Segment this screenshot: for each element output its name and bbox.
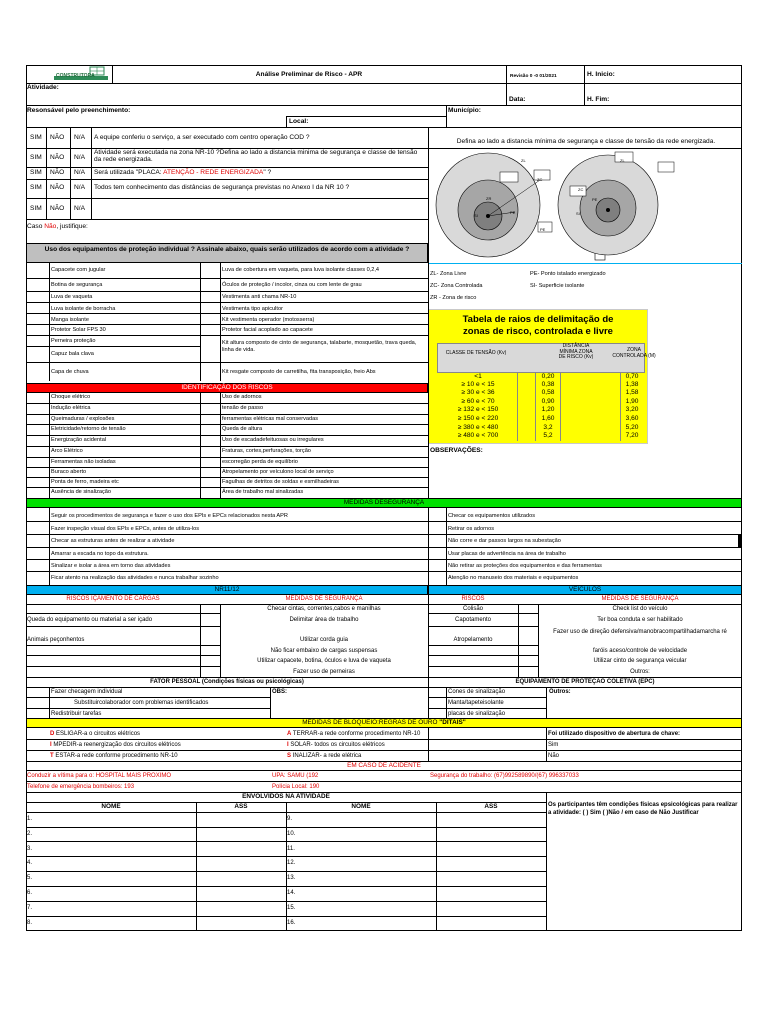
veiculo-medida[interactable]: Utilizar cinto de segurança veicular xyxy=(593,658,687,664)
risco-item[interactable]: tensão de passo xyxy=(222,405,264,411)
participant-number[interactable]: 8. xyxy=(27,920,33,926)
checklist-question: Atividade será executada na zona NR-10 ?Defina ao lado a distancia minima de segurança e classe de tensão da rede energizada. xyxy=(94,149,418,163)
epi-item[interactable]: Capa de chuva xyxy=(51,369,89,375)
medida-item[interactable]: Checar as estruturas antes de realizar a atividade xyxy=(51,538,175,544)
risco-item[interactable]: Queda de altura xyxy=(222,426,263,432)
diagram-label: ZR xyxy=(486,196,492,201)
page-title: Análise Preliminar de Risco - APR xyxy=(255,71,363,78)
sim-option[interactable]: SIM xyxy=(30,134,42,141)
epi-item[interactable]: Luva isolante de borracha xyxy=(51,306,116,312)
nr11-medida[interactable]: Delimitar área de trabalho xyxy=(289,617,359,623)
sim-option[interactable]: SIM xyxy=(30,154,42,161)
na-option[interactable]: N/A xyxy=(74,154,85,161)
nr11-risco[interactable]: Queda do equipamento ou material a ser içado xyxy=(27,617,153,623)
end-time-label[interactable]: H. Fim: xyxy=(587,96,610,103)
participant-number[interactable]: 5. xyxy=(27,875,33,881)
fator-item[interactable]: Redistribuir tarefas xyxy=(51,711,102,717)
start-time-label[interactable]: H. Inicio: xyxy=(587,71,615,78)
table-header: ZONA CONTROLADA (M) xyxy=(612,347,656,359)
risco-item[interactable]: Eletricidade/retorno de tensão xyxy=(51,426,126,432)
bloqueio-step[interactable]: I MPEDIR-a reenergização dos circuitos elétricos xyxy=(50,742,181,748)
risco-item[interactable]: escorregão perda de equilíbrio xyxy=(222,459,298,465)
diagram-label: PE xyxy=(592,197,598,202)
participant-number[interactable]: 9. xyxy=(287,816,293,822)
epi-item[interactable]: Botina de segurança xyxy=(51,282,103,288)
na-option[interactable]: N/A xyxy=(74,169,85,176)
nr11-header: NR11/12 xyxy=(26,585,428,595)
revision-label: Revisão 0 -0 01/2021 xyxy=(510,74,557,79)
diagram-label: PE xyxy=(510,210,516,215)
veiculo-risco[interactable]: Capotamento xyxy=(454,617,492,623)
veiculos-header: VEÍCULOS xyxy=(428,585,742,595)
medida-item[interactable]: Não retirar as proteções dos equipamentos e das ferramentas xyxy=(448,563,602,569)
warning-text: ATENÇÃO - REDE ENERGIZADA xyxy=(163,169,264,176)
medida-item[interactable]: Não corre e dar passos largos na subestação xyxy=(448,538,561,544)
upa-samu: UPA: SAMU (192 xyxy=(272,773,319,779)
conduzir-vitima: Conduzir a vítima para o: HOSPITAL MAIS PROXIMO xyxy=(27,773,172,779)
diagram-label: PE xyxy=(540,227,546,232)
risco-item[interactable]: Queimaduras / explosões xyxy=(51,416,115,422)
participant-number[interactable]: 16. xyxy=(287,920,296,926)
bombeiros-phone: Telefone de emergência bombeiros: 193 xyxy=(27,784,135,790)
epc-item[interactable]: placas de sinalização xyxy=(448,711,506,717)
na-option[interactable]: N/A xyxy=(74,205,85,212)
diagram-label: SI xyxy=(576,211,580,216)
nao-option[interactable]: NÃO xyxy=(50,154,65,161)
legend-zl: ZL- Zona Livre xyxy=(430,271,467,277)
diagram-label: SI xyxy=(474,213,478,218)
legend-si: SI- Superficie isolante xyxy=(530,283,585,289)
medida-item[interactable]: Usar placas de advertência na área de trabalho xyxy=(448,551,566,557)
chave-question: Foi utilizado dispositivo de abertura de chave: xyxy=(548,731,681,737)
medida-item[interactable]: Amarrar a escada no topo da estrutura. xyxy=(51,551,149,557)
acidente-header: EM CASO DE ACIDENTE xyxy=(26,761,742,771)
participant-number[interactable]: 6. xyxy=(27,890,33,896)
participant-number[interactable]: 14. xyxy=(287,890,296,896)
epi-item[interactable]: Capuz bala clava xyxy=(51,351,94,357)
medida-item[interactable]: Seguir os procedimentos de segurança e fazer o uso dos EPIs e EPCs relacionados nesta APR xyxy=(51,513,288,519)
col-nome: NOME xyxy=(101,803,121,810)
col-nome: NOME xyxy=(351,803,371,810)
epc-item[interactable]: Manta/tapeteisolante xyxy=(448,700,504,706)
epi-item[interactable]: Manga isolante xyxy=(51,317,89,323)
risco-item[interactable]: Choque elétrico xyxy=(51,394,91,400)
obs-label[interactable]: OBS: xyxy=(272,689,287,695)
sim-option[interactable]: SIM xyxy=(30,184,42,191)
date-label[interactable]: Data: xyxy=(509,96,526,103)
epi-item[interactable]: Vestimenta tipo apicultor xyxy=(222,306,283,312)
sim-option[interactable]: SIM xyxy=(30,205,42,212)
epi-item[interactable]: Perneira proteção xyxy=(51,338,96,344)
risco-item[interactable]: Área de trabalho mal sinalizadas xyxy=(222,489,304,495)
legend-zc: ZC- Zona Controlada xyxy=(430,283,483,289)
nao-option[interactable]: NÃO xyxy=(50,134,65,141)
bloqueio-step[interactable]: A TERRAR-a rede conforme procedimento NR-10 xyxy=(287,731,421,737)
nr11-medida[interactable]: Checar cintas, correntes,cabos e manilhas xyxy=(267,606,381,612)
table-title: zonas de risco, controlada e livre xyxy=(463,326,613,337)
nao-option[interactable]: NÃO xyxy=(50,169,65,176)
na-option[interactable]: N/A xyxy=(74,184,85,191)
activity-label[interactable]: Atividade: xyxy=(27,84,59,91)
risco-item[interactable]: Energização acidental xyxy=(51,437,107,443)
participant-number[interactable]: 12. xyxy=(287,860,296,866)
bloqueio-step[interactable]: D ESLIGAR-a o circuitos elétricos xyxy=(50,731,141,737)
risco-item[interactable]: Fagulhas de detritos de soldas e esmilhadeiras xyxy=(222,479,339,485)
participant-number[interactable]: 2. xyxy=(27,831,33,837)
risco-item[interactable]: Ferramentas não isoladas xyxy=(51,459,116,465)
medida-item[interactable]: Retirar os adornos xyxy=(448,526,495,532)
risco-item[interactable]: Uso de adornos xyxy=(222,394,262,400)
sim-option[interactable]: SIM xyxy=(30,169,42,176)
veiculo-medida[interactable]: Fazer uso de direção defensiva/manobracompartilhadamarcha ré xyxy=(553,629,727,635)
legend-zr: ZR - Zona de risco xyxy=(430,295,477,301)
participants-condition[interactable]: Os participantes têm condições físicas epsicológicas para realizar a atividade: ( ) Sim ( )Não / em caso de Não Justificar xyxy=(548,802,738,816)
legend-pe: PE- Ponto istalado energizado xyxy=(530,271,606,277)
medida-item[interactable]: Atenção no manuseio dos materiais e equipamentos xyxy=(448,575,579,581)
diagram-label: ZC xyxy=(578,187,584,192)
risco-item[interactable]: Ausência de sinalização xyxy=(51,489,112,495)
logo-text: CONSTRUTORA xyxy=(56,73,95,79)
veiculo-medida[interactable]: Ter boa conduta e ser habilitado xyxy=(597,617,683,623)
table-header: DISTÂNCIA MÍNIMA ZONA DE RISCO (Kv) xyxy=(558,343,594,360)
epc-header: EQUIPAMENTO DE PROTEÇÃO COLETIVA (EPC) xyxy=(515,679,655,685)
responsible-label[interactable]: Resonsável pelo preenchimento: xyxy=(27,107,131,114)
participant-number[interactable]: 7. xyxy=(27,905,33,911)
bloqueio-step[interactable]: I SOLAR- todos os circuitos elétricos xyxy=(287,742,385,748)
epi-item[interactable]: Kit resgate composto de carretilha, fita transposição, freio Abs xyxy=(222,369,376,375)
medidas-header: MEDIDAS DESEGURANÇA xyxy=(26,498,742,508)
nr11-medida[interactable]: Utilizar capacete, botina, óculos e luva de vaqueta xyxy=(257,658,391,664)
risco-item[interactable]: Indução elétrica xyxy=(51,405,91,411)
medida-item[interactable]: Checar os equipamentos utilizados xyxy=(448,513,536,519)
participant-number[interactable]: 3. xyxy=(27,846,33,852)
fator-item[interactable]: Substituircolaborador com problemas identificados xyxy=(74,700,209,706)
checklist-question: Será utilizada "PLACA: ATENÇÃO - REDE ENERGIZADA" ? xyxy=(94,169,272,176)
diagram-label: ZL xyxy=(620,158,625,163)
participant-number[interactable]: 11. xyxy=(287,846,295,852)
col-riscos-veiculos: RISCOS xyxy=(461,596,485,602)
diagram-label: ZL xyxy=(521,158,526,163)
participant-number[interactable]: 15. xyxy=(287,905,296,911)
epc-outros-label[interactable]: Outros: xyxy=(549,689,571,695)
col-ass: ASS xyxy=(484,803,498,810)
medida-item[interactable]: Fazer inspeção visual dos EPIs e EPCs, antes de utiliza-los xyxy=(51,526,199,532)
col-riscos-icamento: RISCOS IÇAMENTO DE CARGAS xyxy=(66,596,160,602)
risco-item[interactable]: Fraturas, cortes,perfurações, torção xyxy=(222,448,311,454)
policia-phone: Polícia Local: 190 xyxy=(272,784,320,790)
bloqueio-step[interactable]: S INALIZAR- a rede elétrica xyxy=(287,753,362,759)
local-label[interactable]: Local: xyxy=(289,118,309,125)
bloqueio-step[interactable]: T ESTAR-a rede conforme procedimento NR-10 xyxy=(50,753,178,759)
risco-item[interactable]: Arco Elétrico xyxy=(51,448,83,454)
epi-item[interactable]: Óculos de proteção / incolor, cinza ou com lente de grau xyxy=(222,282,362,288)
risco-item[interactable]: Uso de escadadefeituosas ou irregulares xyxy=(222,437,324,443)
medida-item[interactable]: Sinalizar e isolar a área em torno das atividades xyxy=(51,563,171,569)
fator-pessoal-header: FATOR PESSOAL (Condições físicas ou psicológicas) xyxy=(150,679,304,685)
participant-number[interactable]: 13. xyxy=(287,875,296,881)
epi-item[interactable]: Kit altura composto de cinto de segurança, talabarte, mosquetão, trava queda, linha de vida. xyxy=(222,340,417,353)
table-title: Tabela de raios de delimitação de xyxy=(462,314,614,325)
risco-item[interactable]: Buraco aberto xyxy=(51,469,87,475)
participant-number[interactable]: 10. xyxy=(287,831,296,837)
col-medidas-veiculos: MEDIDAS DE SEGURANÇA xyxy=(601,596,679,602)
epc-item[interactable]: Cones de sinalização xyxy=(448,689,506,695)
epi-item[interactable]: Luva de cobertura em vaqueta, para luva isolante classes 0,2,4 xyxy=(222,267,380,273)
seguranca-trabalho-phone: Segurança do trabalho: (67)992589890/(67) 996337033 xyxy=(430,773,579,779)
risco-item[interactable]: Atropelamento por veículono local de serviço xyxy=(222,469,334,475)
municipio-label[interactable]: Município: xyxy=(448,107,481,114)
riscos-header: IDENTIFICAÇÃO DOS RISCOS xyxy=(26,383,428,393)
epi-item[interactable]: Vestimenta anti chama NR-10 xyxy=(222,294,297,300)
epi-item[interactable]: Protetor facial acoplado ao capacete xyxy=(222,327,313,333)
diagram-label: ZC xyxy=(537,177,543,182)
nr11-medida[interactable]: Fazer uso de perneiras xyxy=(293,669,355,675)
risk-zone-diagram xyxy=(430,150,740,262)
observacoes-label[interactable]: OBSERVAÇÕES: xyxy=(430,447,483,454)
define-distance-text: Defina ao lado a distancia mínima de segurança e classe de tensão da rede energizada. xyxy=(456,138,716,145)
veiculo-medida[interactable]: Check list do veículo xyxy=(612,606,668,612)
risco-item[interactable]: Ponta de ferro, madeira etc xyxy=(51,479,119,485)
col-ass: ASS xyxy=(234,803,248,810)
medida-item[interactable]: Ficar atento na realização das atividades e nunca trabalhar sozinho xyxy=(51,575,219,581)
epi-header: Uso dos equipamentos de proteção individual ? Assinale abaixo, quais serão utilizados de acordo com a atividade ? xyxy=(26,243,428,263)
nr11-medida[interactable]: Não ficar embaixo de cargas suspensas xyxy=(270,648,378,654)
risco-item[interactable]: ferramentas elétricas mal conservadas xyxy=(222,416,319,422)
col-medidas-seguranca: MEDIDAS DE SEGURANÇA xyxy=(285,596,363,602)
checklist-question: Todos tem conhecimento das distâncias de segurança previstas no Anexo I da NR 10 ? xyxy=(94,184,350,191)
envolvidos-header: ENVOLVIDOS NA ATIVIDADE xyxy=(242,793,330,800)
participant-number[interactable]: 4. xyxy=(27,860,33,866)
fator-item[interactable]: Fazer checagem individual xyxy=(51,689,123,695)
table-header: CLASSE DE TENSÃO (Kv) xyxy=(445,350,507,356)
nr11-medida[interactable]: Utilizar corda guia xyxy=(299,637,349,643)
veiculo-medida[interactable]: faróis aceso/controle de velocidade xyxy=(592,648,688,654)
bloqueio-header: MEDIDAS DE BLOQUEIO:REGRAS DE OURO "DITAIS" xyxy=(26,718,742,728)
epi-item[interactable]: Protetor Solar FPS 30 xyxy=(51,327,106,333)
chave-option-sim[interactable]: Sim xyxy=(548,742,559,748)
na-option[interactable]: N/A xyxy=(74,134,85,141)
nao-option[interactable]: NÃO xyxy=(50,205,65,212)
nao-option[interactable]: NÃO xyxy=(50,184,65,191)
epi-item[interactable]: Capacete com jugular xyxy=(51,267,106,273)
chave-option-nao[interactable]: Não xyxy=(548,753,560,759)
epi-item[interactable]: Luva de vaqueta xyxy=(51,294,93,300)
veiculo-risco[interactable]: Colisão xyxy=(462,606,483,612)
checklist-question: A equipe conferiu o serviço, a ser executado com centro operação COD ? xyxy=(94,134,310,141)
veiculo-medida[interactable]: Outros: xyxy=(630,669,650,675)
participant-number[interactable]: 1. xyxy=(27,816,33,822)
epi-item[interactable]: Kit vestimenta operador (motosserra) xyxy=(222,317,315,323)
justify-label[interactable]: Caso Não, justifique: xyxy=(27,223,88,230)
veiculo-risco[interactable]: Atropelamento xyxy=(453,637,493,643)
nr11-risco[interactable]: Animais peçonhentos xyxy=(27,637,85,643)
